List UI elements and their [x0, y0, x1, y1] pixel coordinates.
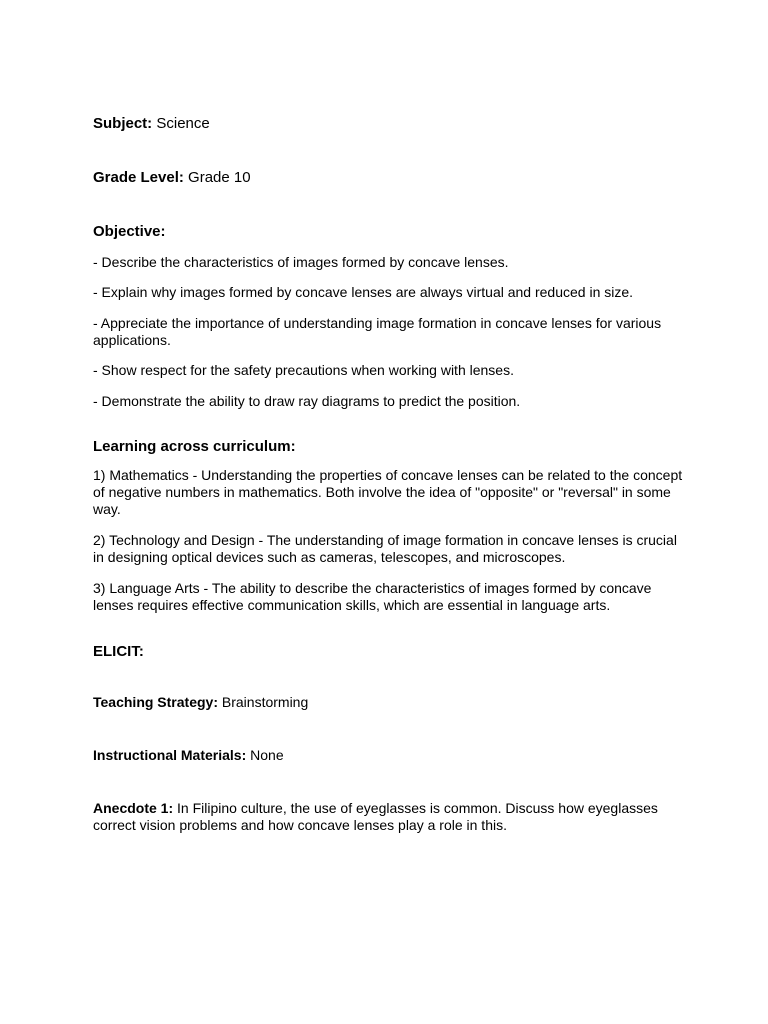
grade-level-label: Grade Level:: [93, 169, 184, 186]
objective-item: - Describe the characteristics of images formed by concave lenses.: [93, 254, 509, 270]
subject-field: [93, 114, 683, 134]
anecdote-label: Anecdote 1:: [93, 800, 174, 816]
objective-item: - Appreciate the importance of understanding image formation in concave lenses for various applications.: [93, 315, 662, 348]
anecdote-field: [93, 800, 683, 834]
grade-level-value: Grade 10: [188, 169, 251, 186]
instructional-materials-field: [93, 747, 683, 764]
curriculum-item-language-arts: 3) Language Arts - The ability to describe the characteristics of images formed by concave lenses requires effective communication skills, which are essential in language arts.: [93, 580, 652, 613]
subject-label: Subject:: [93, 115, 153, 132]
objective-item: - Show respect for the safety precautions when working with lenses.: [93, 362, 514, 378]
elicit-heading: ELICIT:: [93, 643, 144, 660]
objective-heading: Objective:: [93, 223, 166, 240]
curriculum-item-mathematics: 1) Mathematics - Understanding the properties of concave lenses can be related to the concept of negative numbers in mathematics. Both involve the idea of "opposite" or "reversal" in some way.: [93, 467, 683, 517]
curriculum-item-technology: 2) Technology and Design - The understanding of image formation in concave lenses is crucial in designing optical devices such as cameras, telescopes, and microscopes.: [93, 532, 677, 565]
grade-level-field: [93, 168, 683, 188]
instructional-materials-label: Instructional Materials:: [93, 747, 247, 763]
teaching-strategy-label: Teaching Strategy:: [93, 694, 218, 710]
objective-item: - Demonstrate the ability to draw ray diagrams to predict the position.: [93, 393, 521, 409]
learning-across-curriculum-heading: Learning across curriculum:: [93, 438, 296, 455]
objective-item: - Explain why images formed by concave lenses are always virtual and reduced in size.: [93, 284, 634, 300]
teaching-strategy-value: Brainstorming: [221, 694, 309, 710]
anecdote-text: In Filipino culture, the use of eyeglasses is common. Discuss how eyeglasses correct vision problems and how concave lenses play a role in this.: [93, 800, 658, 833]
lesson-plan-content: [93, 114, 683, 834]
teaching-strategy-field: [93, 694, 683, 711]
instructional-materials-value: None: [250, 747, 284, 763]
subject-value: Science: [156, 115, 210, 132]
